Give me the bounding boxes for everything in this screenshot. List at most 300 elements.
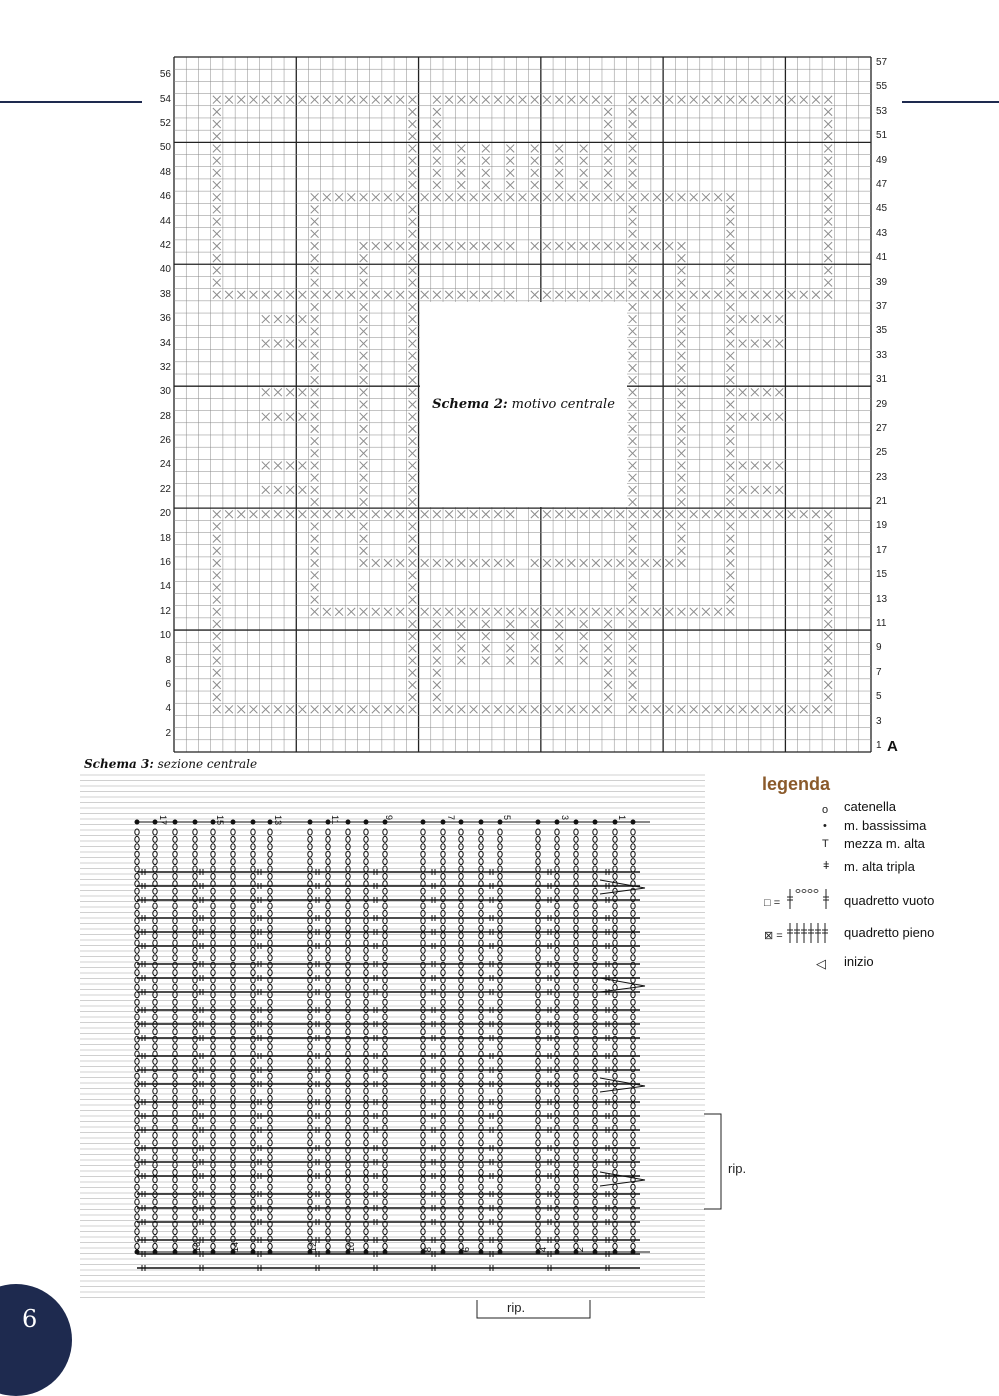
chain-stitch [211,888,215,894]
chain-stitch [326,859,330,865]
chain-stitch [459,1095,463,1101]
chain-stitch [346,1095,350,1101]
chain-stitch [441,910,445,916]
chain-stitch [153,955,157,961]
legend [760,774,990,984]
schema3-top-number: 1 [617,815,627,821]
left-row-number: 48 [159,166,171,178]
schema3-top-number: 7 [446,815,456,821]
slip-stitch [479,820,484,825]
chain-stitch [383,955,387,961]
chain-stitch [631,933,635,939]
chain-stitch [555,1095,559,1101]
chain-stitch [326,888,330,894]
left-row-number: 52 [159,118,171,130]
chain-stitch [421,1169,425,1175]
chain-stitch [173,888,177,894]
chain-stitch [421,1095,425,1101]
chain-stitch [498,933,502,939]
chain-stitch [383,903,387,909]
chain-stitch [268,947,272,953]
chain-stitch [326,1073,330,1079]
chain-stitch [479,933,483,939]
slip-stitch [479,1250,484,1255]
chain-stitch [383,859,387,865]
left-row-number: 4 [165,703,171,715]
slip-stitch [555,820,560,825]
chain-stitch [498,925,502,931]
chain-stitch [173,1103,177,1109]
chain-stitch [231,1110,235,1116]
chain-stitch [135,933,139,939]
left-row-number: 24 [159,459,171,471]
chain-stitch [421,1103,425,1109]
chain-stitch [193,888,197,894]
chain-stitch [383,947,387,953]
chain-stitch [536,1103,540,1109]
filled-square-icon: ⊠ = [764,930,783,942]
chain-stitch [153,1103,157,1109]
chain-stitch [364,859,368,865]
chain-stitch [574,903,578,909]
chain-stitch [364,1118,368,1124]
chain-stitch [308,859,312,865]
slip-stitch [326,1250,331,1255]
slip-stitch [593,1250,598,1255]
chain-stitch [308,947,312,953]
chain-stitch [346,1118,350,1124]
chain-stitch [231,1169,235,1175]
chain-stitch [193,1140,197,1146]
schema3-bottom-number: 8 [423,1246,433,1252]
chain-stitch [153,1169,157,1175]
chain-stitch [153,933,157,939]
chain-stitch [346,903,350,909]
left-row-number: 8 [165,654,171,666]
right-row-number: 57 [876,57,888,69]
chain-stitch [459,1118,463,1124]
chain-stitch [135,1140,139,1146]
chain-stitch [135,859,139,865]
left-row-number: 38 [159,288,171,300]
chain-stitch [421,910,425,916]
right-row-number: 3 [876,715,882,727]
chain-stitch [555,903,559,909]
chain-stitch [211,925,215,931]
chain-stitch [231,859,235,865]
slip-stitch [251,1250,256,1255]
chain-stitch [574,933,578,939]
repeat-bracket-right [704,1114,721,1209]
chain-stitch [364,1073,368,1079]
chain-stitch [268,859,272,865]
chain-stitch [346,947,350,953]
chain-stitch [631,903,635,909]
chain-stitch [364,933,368,939]
slip-stitch [364,1250,369,1255]
chain-stitch [251,859,255,865]
right-row-number: 7 [876,666,882,678]
chain-stitch [135,947,139,953]
right-row-number: 43 [876,227,888,239]
right-row-number: 35 [876,325,888,337]
chain-stitch [421,1118,425,1124]
chain-stitch [173,1140,177,1146]
chain-stitch [231,1140,235,1146]
chain-stitch [459,933,463,939]
chain-stitch [153,1095,157,1101]
chain-stitch [308,1103,312,1109]
left-row-number: 12 [159,605,171,617]
chain-stitch [593,910,597,916]
chain-stitch [173,947,177,953]
slip-stitch [251,820,256,825]
right-row-number: 27 [876,422,888,434]
chain-stitch [173,933,177,939]
right-row-number: 49 [876,154,888,166]
chain-stitch [421,1073,425,1079]
slip-stitch [211,820,216,825]
chain-stitch [173,1073,177,1079]
chain-stitch [326,925,330,931]
chain-stitch [613,888,617,894]
chain-stitch [479,925,483,931]
schema3-bottom-number: 6 [461,1246,471,1252]
chain-stitch [153,925,157,931]
slip-stitch [631,820,636,825]
chain-stitch [193,859,197,865]
chain-stitch [193,925,197,931]
right-row-number: 51 [876,130,888,142]
chain-stitch [631,955,635,961]
slip-stitch [326,820,331,825]
schema3-top-number: 9 [384,815,394,821]
chain-stitch [593,955,597,961]
chain-stitch [251,925,255,931]
chain-stitch [536,1169,540,1175]
slip-stitch [135,820,140,825]
chain-stitch [498,1140,502,1146]
slip-stitch [364,820,369,825]
chain-stitch [383,1118,387,1124]
chain-stitch [421,903,425,909]
right-row-number: 37 [876,300,888,312]
chain-stitch [631,1103,635,1109]
chain-stitch [193,947,197,953]
slip-stitch [268,820,273,825]
chain-stitch [613,910,617,916]
empty-square-icon: □ = [764,897,781,909]
chain-stitch [459,1169,463,1175]
chain-stitch [555,1169,559,1175]
chain-stitch [308,925,312,931]
chain-stitch [326,1103,330,1109]
slip-stitch [383,820,388,825]
schema3-top-number: 13 [273,815,283,826]
chain-stitch [193,1169,197,1175]
chain-stitch [555,1103,559,1109]
schema3-title-rest: sezione centrale [157,757,258,771]
chain-stitch [536,947,540,953]
chain-stitch [574,1095,578,1101]
chain-stitch [555,955,559,961]
chain-stitch [153,859,157,865]
chain-stitch [135,1110,139,1116]
slip-stitch [498,1250,503,1255]
chain-stitch [593,1073,597,1079]
chain-stitch [593,933,597,939]
chain-stitch [211,1169,215,1175]
chain-stitch [193,1095,197,1101]
chain-stitch [135,888,139,894]
chain-stitch [211,859,215,865]
chain-stitch [593,1103,597,1109]
right-row-number: 23 [876,471,888,483]
chain-stitch [308,933,312,939]
chain-stitch [364,1095,368,1101]
chain-stitch [211,903,215,909]
chain-stitch [498,1118,502,1124]
chain-stitch [479,1140,483,1146]
left-row-number: 16 [159,557,171,568]
chain-stitch [211,947,215,953]
chain-stitch [421,947,425,953]
chain-stitch [441,859,445,865]
right-row-number: 1 [876,739,882,751]
chain-stitch [268,1103,272,1109]
chain-stitch [364,903,368,909]
schema3-top-number: 3 [560,815,570,821]
chain-stitch [364,1103,368,1109]
chain-stitch [459,1073,463,1079]
start-arrow-icon: ◁ [816,956,826,971]
slip-stitch [441,820,446,825]
left-row-number: 14 [159,581,171,593]
chain-stitch [536,888,540,894]
chain-stitch [326,947,330,953]
chain-stitch [498,1169,502,1175]
chain-stitch [441,1073,445,1079]
chain-stitch [326,955,330,961]
chain-stitch [153,903,157,909]
chain-stitch [251,1095,255,1101]
chain-stitch [346,888,350,894]
chain-stitch [211,1103,215,1109]
schema3-top-number: 5 [502,815,512,821]
turning-stitch [600,978,645,986]
chain-stitch [135,1169,139,1175]
chain-stitch [211,1140,215,1146]
left-row-number: 44 [159,215,171,227]
chain-stitch [441,947,445,953]
chain-stitch [593,925,597,931]
chain-stitch [153,1073,157,1079]
chain-stitch [498,888,502,894]
chain-stitch [593,903,597,909]
chain-stitch [479,910,483,916]
chain-stitch [613,1073,617,1079]
chain-stitch [574,1118,578,1124]
chain-stitch [479,1118,483,1124]
left-row-number: 20 [159,508,171,520]
schema3-top-number: 15 [215,815,225,826]
chain-stitch [593,1140,597,1146]
chain-stitch [613,925,617,931]
chain-stitch [308,1095,312,1101]
chain-stitch [441,1169,445,1175]
chain-stitch [346,910,350,916]
chain-stitch [498,1073,502,1079]
chain-stitch [536,933,540,939]
slip-stitch [574,820,579,825]
chain-stitch [498,955,502,961]
slip-stitch [231,820,236,825]
slip-stitch [631,1250,636,1255]
chain-stitch [631,1110,635,1116]
chain-stitch [555,933,559,939]
chain-stitch [383,1103,387,1109]
chain-stitch [193,910,197,916]
chain-stitch [346,1073,350,1079]
chain-stitch [231,910,235,916]
chain-stitch [135,1103,139,1109]
left-row-number: 36 [159,313,171,325]
chain-stitch [153,1118,157,1124]
schema3-bottom-number: 16 [192,1241,202,1252]
chain-stitch [631,1118,635,1124]
chain-stitch [268,1140,272,1146]
chain-stitch [555,888,559,894]
chain-stitch [346,1169,350,1175]
right-row-number: 55 [876,81,888,93]
chain-stitch [613,933,617,939]
chain-stitch [631,947,635,953]
chain-stitch [421,925,425,931]
chain-stitch [308,1110,312,1116]
chain-stitch [441,888,445,894]
right-row-number: 19 [876,520,888,532]
chain-stitch [383,1169,387,1175]
chain-stitch [251,910,255,916]
left-row-number: 10 [159,630,171,642]
legend-label-bassissima: m. bassissima [844,818,927,833]
chain-stitch [613,859,617,865]
chain-stitch [231,1103,235,1109]
turning-stitch [600,880,645,888]
chain-stitch [251,888,255,894]
chain-stitch [498,1110,502,1116]
chain-stitch [153,888,157,894]
right-row-number: 21 [876,496,888,508]
chain-stitch [555,947,559,953]
chain-stitch [193,1073,197,1079]
chain-stitch [268,933,272,939]
schema2-title-rest: motivo centrale [511,397,615,412]
schema3-title-bold: Schema 3: [84,757,154,771]
chain-stitch [459,1103,463,1109]
chain-stitch [536,859,540,865]
chain-stitch [346,1110,350,1116]
chain-stitch [613,1140,617,1146]
chain-stitch [613,903,617,909]
chain-stitch [383,1140,387,1146]
chain-stitch-icon: o [822,804,829,816]
chain-stitch [593,947,597,953]
chain-stitch [346,925,350,931]
chain-stitch [441,933,445,939]
chain-stitch [326,1095,330,1101]
chain-stitch [555,925,559,931]
chain-stitch [631,1169,635,1175]
left-row-number: 32 [159,361,171,373]
chain-stitch [479,1169,483,1175]
chain-stitch [268,903,272,909]
schema3-top-number: 17 [158,815,168,826]
chain-stitch [613,947,617,953]
chain-stitch [251,903,255,909]
chain-stitch [135,903,139,909]
chain-stitch [383,1073,387,1079]
chain-stitch [346,859,350,865]
right-row-number: 29 [876,398,888,410]
chain-stitch [346,955,350,961]
legend-label-catenella: catenella [844,799,897,814]
chain-stitch [441,955,445,961]
chain-stitch [479,888,483,894]
right-row-number: 41 [876,252,888,264]
chain-stitch [459,859,463,865]
chain-stitch [346,1103,350,1109]
chain-stitch [308,910,312,916]
chain-stitch [441,903,445,909]
chain-stitch [211,1110,215,1116]
chain-stitch [364,925,368,931]
chain-stitch [631,925,635,931]
chain-stitch [536,1095,540,1101]
left-row-number: 22 [159,483,171,495]
chain-stitch [631,1140,635,1146]
chain-stitch [479,947,483,953]
schema3-bottom-number: 4 [538,1246,548,1252]
slip-stitch [346,820,351,825]
chain-stitch [574,888,578,894]
slip-stitch [308,820,313,825]
chain-stitch [135,925,139,931]
chain-stitch [193,1103,197,1109]
chain-stitch [498,903,502,909]
chain-stitch [211,955,215,961]
corner-marker-a: A [887,738,898,755]
chain-stitch [498,947,502,953]
left-row-number: 54 [159,93,171,105]
left-row-number: 26 [159,435,171,447]
chain-stitch [251,1073,255,1079]
chain-stitch [231,947,235,953]
chain-stitch [308,1118,312,1124]
chain-stitch [383,1110,387,1116]
chain-stitch [364,910,368,916]
empty-square-stitch-icon [786,885,832,911]
chain-stitch [326,1118,330,1124]
turning-stitch [600,1078,645,1086]
slip-stitch [173,820,178,825]
chain-stitch [441,1140,445,1146]
chain-stitch [251,933,255,939]
left-row-number: 6 [165,678,171,690]
right-row-number: 45 [876,203,888,215]
chain-stitch [251,1103,255,1109]
left-row-number: 28 [159,410,171,422]
